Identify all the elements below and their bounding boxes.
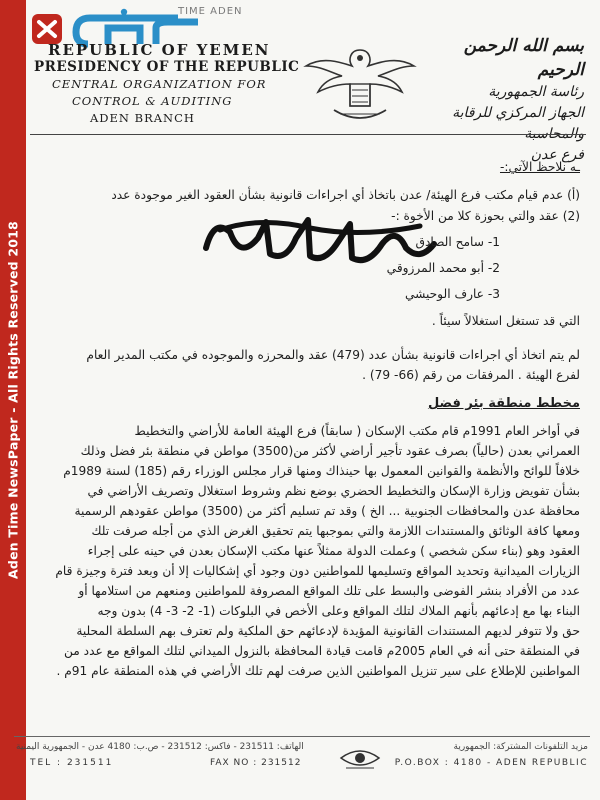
section-line: المواطنين للإطلاع على سير تنزيل المواطنين الذين صرفت لهم تلك الأراضي في هذه المنطقة عام 91م . [56,664,580,678]
section-line: الزيارات الميدانية وتحديد المواقع وتسليمها للمواطنين دون وجود أي إشكاليات إلا أن وبعد فترة وجيزة قام [55,564,580,578]
paragraph-line: لفرع الهيئة . المرفقات من رقم (66- 79) . [362,368,580,382]
section-line: عدد من الأفراد بنشر الفوضى والبسط على تلك المواقع المصروفة للمواطنين ومنعهم من استلامها أو [78,584,580,598]
paragraph-line: التي قد تستغل استغلالاً سيئاً . [431,314,580,328]
section-line: محافظة عدن والمحافظات الجنوبية ... الخ ) وقد تم تسليم أكثر من (3500) مواطن عقودهم الرسمية [74,504,580,518]
letterhead-ar-line: بسم الله الرحمن الرحيم [463,36,584,80]
footer-pobox: P.O.BOX : 4180 - ADEN REPUBLIC [394,758,588,768]
footer-divider [14,736,590,737]
section-line: ومعها كافة الوثائق والمستندات اللازمة والتي بموجبها يتم تحقيق الغرض الذي من أجله صرفت تلك [91,524,580,538]
list-item: 2- أبو محمد المرزوقي [386,261,500,275]
logo-subtitle: TIME ADEN [178,6,243,17]
eye-logo-icon [338,742,382,774]
section-line: حق ولا تتوفر لديهم المستندات القانونية المؤيدة لإدعائهم حق الملكية ولم تعترف بهم السلطة المحلية [76,624,580,638]
list-item: 1- سامح الصادق [415,235,500,249]
list-item: 3- عارف الوحيشي [404,287,500,301]
letterhead-english [34,41,300,127]
notes-heading: ـه نلاحظ الآتي:- [499,160,580,174]
letterhead-en-line: REPUBLIC OF YEMEN [48,41,271,59]
section-line: في المنطقة حتى أنه في العام 2005م قامت قيادة المحافظة بالنزول الميداني لتلك المواقع مع عدد من [64,644,580,658]
section-heading: مخطط منطقة بئر فضل [427,396,580,411]
paragraph-line: (أ) عدم قيام مكتب فرع الهيئة/ عدن باتخاذ أي اجراءات قانونية بشأن العقود الغير موجودة عدد [111,188,580,202]
letterhead-en-line: CENTRAL ORGANIZATION FOR [52,77,267,91]
yemen-eagle-emblem-icon [300,36,420,132]
letterhead-en-line: PRESIDENCY OF THE REPUBLIC [34,59,300,75]
section-line: العقود وهو (بناء سكن شخصي ) وعملت الدولة ممثلاً عنها مكتب الإسكان بعدن في حينه على إجراء [87,544,580,558]
letterhead-en-line: CONTROL & AUDITING [72,94,233,108]
section-line: العمراني بعدن (حالياً) بصرف عقود تأجير أراضي لأكثر من(3500) مواطن في منطقة بئر فضل وذلك [80,444,580,458]
footer-telephone: TEL : 231511 [30,758,114,768]
footer-arabic-right: مزيد التلفونات المشتركة: الجمهورية [453,742,588,752]
watermark-band [0,0,26,800]
section-line: في أواخر العام 1991م قام مكتب الإسكان ( سابقاً) فرع الهيئة العامة للأراضي والتخطيط [134,424,580,438]
watermark-text: Aden Time NewsPaper - All Rights Reserved 2018 [5,221,21,579]
section-line: خلافاً للوائح والأنظمة والقوانين المعمول بها حينذاك ومنها قرار مجلس الوزراء رقم (185) لسنة 1989م [63,464,580,478]
section-line: بشأن تفويض وزارة الإسكان والتخطيط الحضري بوضع نظم وشروط استغلال وتصريف الأراضي في [87,484,580,498]
letterhead-arabic [434,34,584,166]
paragraph-line: (2) عقد والتي بحوزة كلا من الأخوة :- [391,209,580,223]
letterhead-ar-line: فرع عدن [530,147,584,163]
section-line: البناء بها مع إدعائهم بأنهم الملاك لتلك المواقع وعلى الأخص في البلوكات (1- 2- 3- 4) بدون وجه [97,604,580,618]
footer-fax: FAX NO : 231512 [210,758,302,768]
letterhead-en-line: ADEN BRANCH [90,111,195,125]
letterhead-ar-line: رئاسة الجمهورية [488,84,584,100]
letterhead-ar-line: الجهاز المركزي للرقابة والمحاسبة [452,105,584,142]
footer-contact-arabic: الهاتف: 231511 - فاكس: 231512 - ص.ب: 4180 عدن - الجمهورية اليمنية [16,742,304,752]
header-divider [30,134,586,135]
paragraph-line: لم يتم اتخاذ أي اجراءات قانونية بشأن عدد (479) عقد والمحرزه والموجوده في مكتب المدير العام [86,348,580,362]
